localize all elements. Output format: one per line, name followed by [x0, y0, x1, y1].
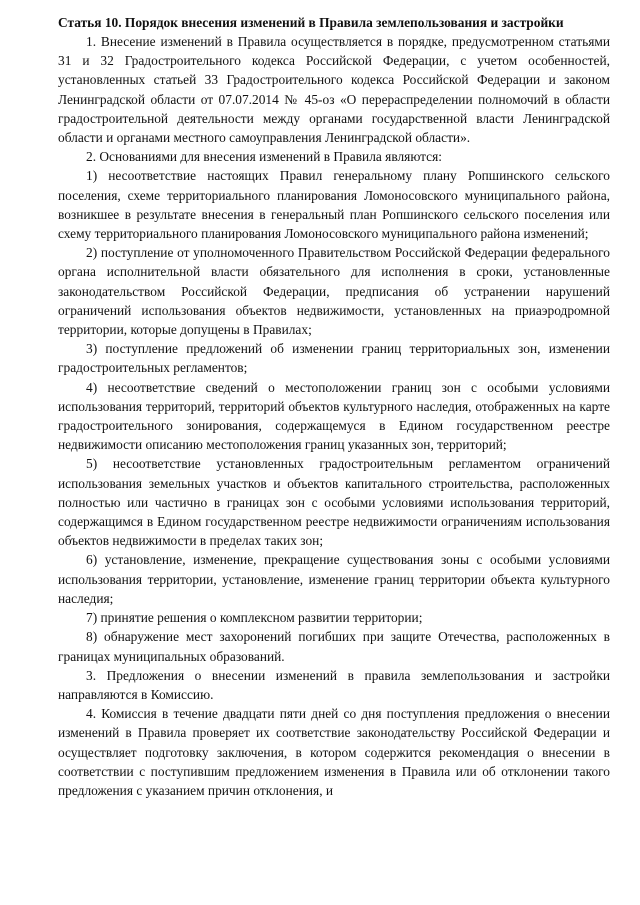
list-item-7: 7) принятие решения о комплексном развитии территории; [86, 610, 423, 626]
paragraph-1: 1. Внесение изменений в Правила осуществляется в порядке, предусмотренном статьями 31 и 32 Градостроительного кодекса Российской Федерации, с учетом особенностей, установленных статьей 33 Градостроительного кодекса Российской Федерации и законом Ленинградской области от 07.07.2014 № 45-оз «О перераспределении полномочий в области градостроительной деятельности между органами государственной власти Ленинградской области и органами местного самоуправления Ленинградской области». [58, 34, 610, 146]
list-item-8: 8) обнаружение мест захоронений погибших при защите Отечества, расположенных в границах муниципальных образований. [58, 629, 610, 664]
article-title: Статья 10. Порядок внесения изменений в Правила землепользования и застройки [58, 15, 564, 30]
list-item-5: 5) несоответствие установленных градостроительным регламентом ограничений использования земельных участков и объектов капитального строительства, расположенных полностью или частично в границах зон с особыми условиями использования территорий, содержащимся в Едином государственном реестре недвижимости ограничениям использования объектов недвижимости в пределах таких зон; [58, 456, 610, 549]
list-item-3: 3) поступление предложений об изменении границ территориальных зон, изменении градостроительных регламентов; [58, 341, 610, 376]
document-page [58, 14, 610, 800]
list-item-4: 4) несоответствие сведений о местоположении границ зон с особыми условиями использования территорий, территорий объектов культурного наследия, отображенных на карте градостроительного зонирования, содержащемуся в Едином государственном реестре недвижимости описанию местоположения границ указанных зон, территорий; [58, 379, 610, 453]
paragraph-4: 4. Комиссия в течение двадцати пяти дней со дня поступления предложения о внесении изменений в Правила проверяет их соответствие законодательству Российской Федерации и осуществляет подготовку заключения, в котором содержится рекомендация о внесении в соответствии с поступившим предложением изменения в Правила или об отклонении такого предложения с указанием причин отклонения, и [58, 706, 610, 798]
paragraph-3: 3. Предложения о внесении изменений в правила землепользования и застройки направляются в Комиссию. [58, 667, 610, 702]
list-item-6: 6) установление, изменение, прекращение существования зоны с особыми условиями использования территории, установление, изменение границ территории объекта культурного наследия; [58, 552, 610, 606]
paragraph-2: 2. Основаниями для внесения изменений в Правила являются: [86, 149, 442, 165]
list-item-2: 2) поступление от уполномоченного Правительством Российской Федерации федерального органа исполнительной власти обязательного для исполнения в сроки, установленные законодательством Российской Федерации, предписания об устранении нарушений ограничений использования объектов недвижимости, установленных на приаэродромной территории, которые допущены в Правилах; [58, 245, 610, 338]
list-item-1: 1) несоответствие настоящих Правил генеральному плану Ропшинского сельского поселения, схеме территориального планирования Ломоносовского муниципального района, возникшее в результате внесения в генеральный план Ропшинского сельского поселения или схему территориального планирования Ломоносовского муниципального района изменений; [58, 168, 610, 242]
